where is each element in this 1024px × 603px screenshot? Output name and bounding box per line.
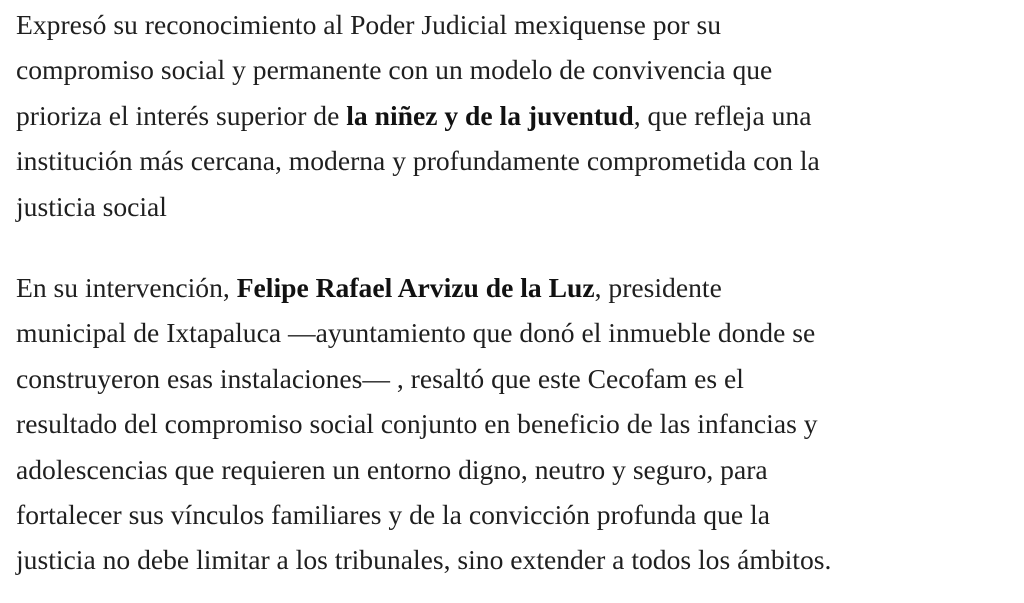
paragraph-1-line-5: justicia social xyxy=(16,190,167,222)
paragraph-1-line-4: institución más cercana, moderna y profundamente comprometida con la xyxy=(16,145,820,177)
highlight-childhood-youth: la niñez y de la juventud xyxy=(346,99,634,131)
paragraph-1-line-2: compromiso social y permanente con un modelo de convivencia que xyxy=(16,54,773,86)
paragraph-2-line-1-end: , presidente xyxy=(594,272,722,304)
paragraph-recognition xyxy=(16,2,1006,229)
paragraph-1-line-3-end: , que refleja una xyxy=(633,99,812,131)
paragraph-2-line-6: fortalecer sus vínculos familiares y de la convicción profunda que la xyxy=(16,499,770,531)
speaker-name: Felipe Rafael Arvizu de la Luz xyxy=(236,272,595,304)
paragraph-2-line-2: municipal de Ixtapaluca —ayuntamiento que donó el inmueble donde se xyxy=(16,317,816,349)
paragraph-2-line-1-start: En su intervención, xyxy=(16,272,237,304)
paragraph-2-line-7: justicia no debe limitar a los tribunales, sino extender a todos los ámbitos. xyxy=(16,544,832,576)
paragraph-1-line-3-start: prioriza el interés superior de xyxy=(16,99,347,131)
paragraph-2-line-5: adolescencias que requieren un entorno digno, neutro y seguro, para xyxy=(16,453,768,485)
paragraph-1-line-1: Expresó su reconocimiento al Poder Judicial mexiquense por su xyxy=(16,9,722,40)
paragraph-intervention xyxy=(16,265,1006,583)
paragraph-2-line-4: resultado del compromiso social conjunto en beneficio de las infancias y xyxy=(16,408,818,440)
paragraph-2-line-3: construyeron esas instalaciones— , resaltó que este Cecofam es el xyxy=(16,362,744,394)
